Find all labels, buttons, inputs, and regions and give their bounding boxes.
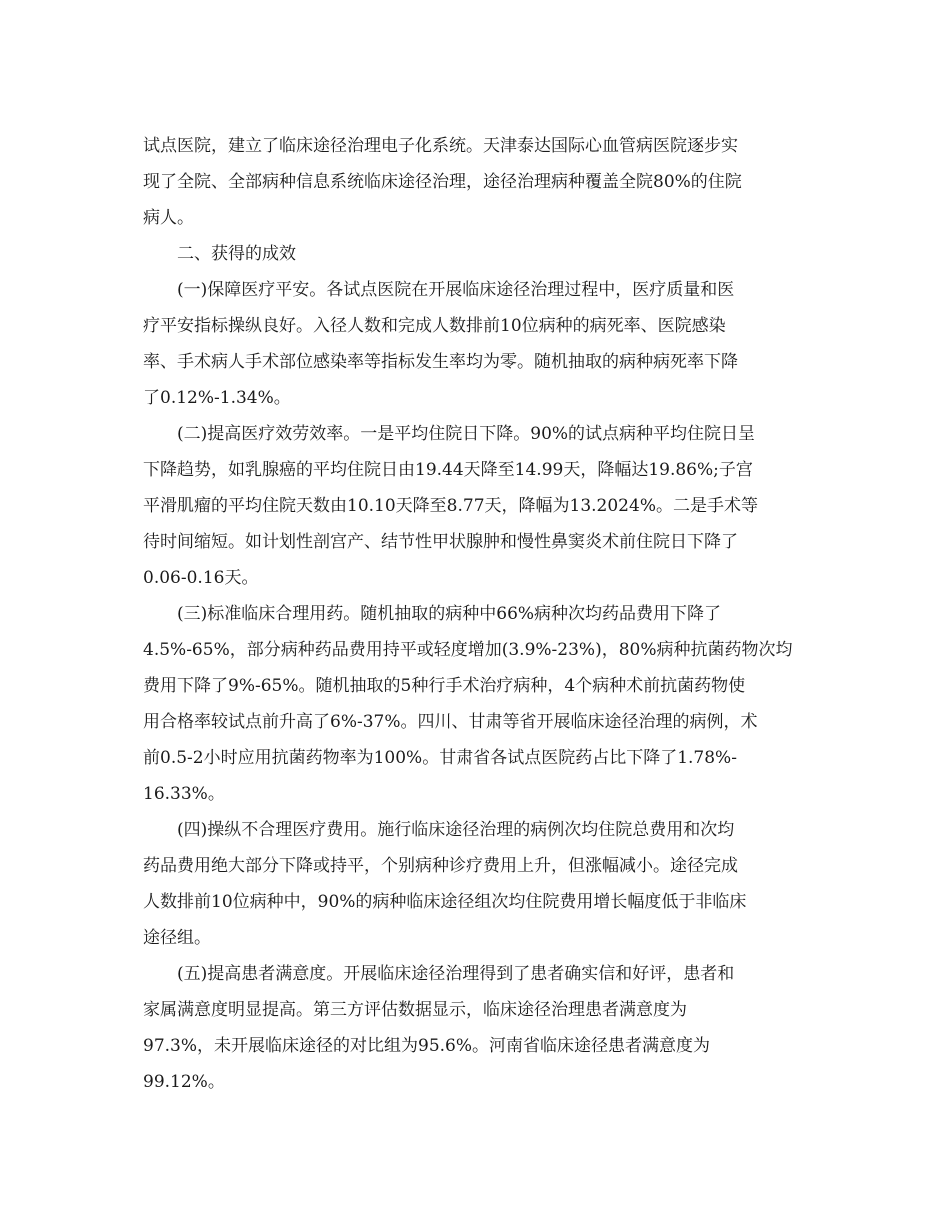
text-line: 费用下降了9%-65%。随机抽取的5种行手术治疗病种，4个病种术前抗菌药物使 xyxy=(143,676,746,696)
text-line: 前0.5-2小时应用抗菌药物率为100%。甘肃省各试点医院药占比下降了1.78%- xyxy=(143,748,737,768)
text-line: 16.33%。 xyxy=(143,784,225,804)
text-line: 0.06-0.16天。 xyxy=(143,568,259,588)
paragraph xyxy=(143,812,813,956)
paragraph xyxy=(143,956,813,1100)
text-line: (一)保障医疗平安。各试点医院在开展临床途径治理过程中，医疗质量和医 xyxy=(177,280,735,300)
text-line: (二)提高医疗效劳效率。一是平均住院日下降。90%的试点病种平均住院日呈 xyxy=(177,424,756,444)
document-body xyxy=(143,128,813,1100)
paragraph xyxy=(143,416,813,596)
text-line: 97.3%，未开展临床途径的对比组为95.6%。河南省临床途径患者满意度为 xyxy=(143,1036,711,1056)
text-line: 平滑肌瘤的平均住院天数由10.10天降至8.77天，降幅为13.2024%。二是手术等 xyxy=(143,496,758,516)
text-line: 疗平安指标操纵良好。入径人数和完成人数排前10位病种的病死率、医院感染 xyxy=(143,316,726,336)
text-line: 病人。 xyxy=(143,208,194,228)
text-line: 4.5%-65%，部分病种药品费用持平或轻度增加(3.9%-23%)，80%病种抗菌药物次均 xyxy=(143,640,793,660)
text-line: 99.12%。 xyxy=(143,1072,225,1092)
text-line: 人数排前10位病种中，90%的病种临床途径组次均住院费用增长幅度低于非临床 xyxy=(143,892,747,912)
text-line: 下降趋势，如乳腺癌的平均住院日由19.44天降至14.99天，降幅达19.86%;子宫 xyxy=(143,460,753,480)
paragraph xyxy=(143,128,813,236)
paragraph xyxy=(143,272,813,416)
text-line: 率、手术病人手术部位感染率等指标发生率均为零。随机抽取的病种病死率下降 xyxy=(143,352,738,372)
text-line: (四)操纵不合理医疗费用。施行临床途径治理的病例次均住院总费用和次均 xyxy=(177,820,735,840)
text-line: 用合格率较试点前升高了6%-37%。四川、甘肃等省开展临床途径治理的病例，术 xyxy=(143,712,758,732)
text-line: (五)提高患者满意度。开展临床途径治理得到了患者确实信和好评，患者和 xyxy=(177,964,735,984)
paragraph xyxy=(143,596,813,812)
text-line: 药品费用绝大部分下降或持平，个别病种诊疗费用上升，但涨幅减小。途径完成 xyxy=(143,856,738,876)
text-line: 试点医院，建立了临床途径治理电子化系统。天津泰达国际心血管病医院逐步实 xyxy=(143,136,738,156)
section-heading xyxy=(143,236,813,272)
text-line: (三)标准临床合理用药。随机抽取的病种中66%病种次均药品费用下降了 xyxy=(177,604,722,624)
text-line: 二、获得的成效 xyxy=(177,244,296,264)
text-line: 途径组。 xyxy=(143,928,211,948)
text-line: 待时间缩短。如计划性剖宫产、结节性甲状腺肿和慢性鼻窦炎术前住院日下降了 xyxy=(143,532,738,552)
text-line: 现了全院、全部病种信息系统临床途径治理，途径治理病种覆盖全院80%的住院 xyxy=(143,172,742,192)
text-line: 家属满意度明显提高。第三方评估数据显示，临床途径治理患者满意度为 xyxy=(143,1000,687,1020)
text-line: 了0.12%-1.34%。 xyxy=(143,388,291,408)
